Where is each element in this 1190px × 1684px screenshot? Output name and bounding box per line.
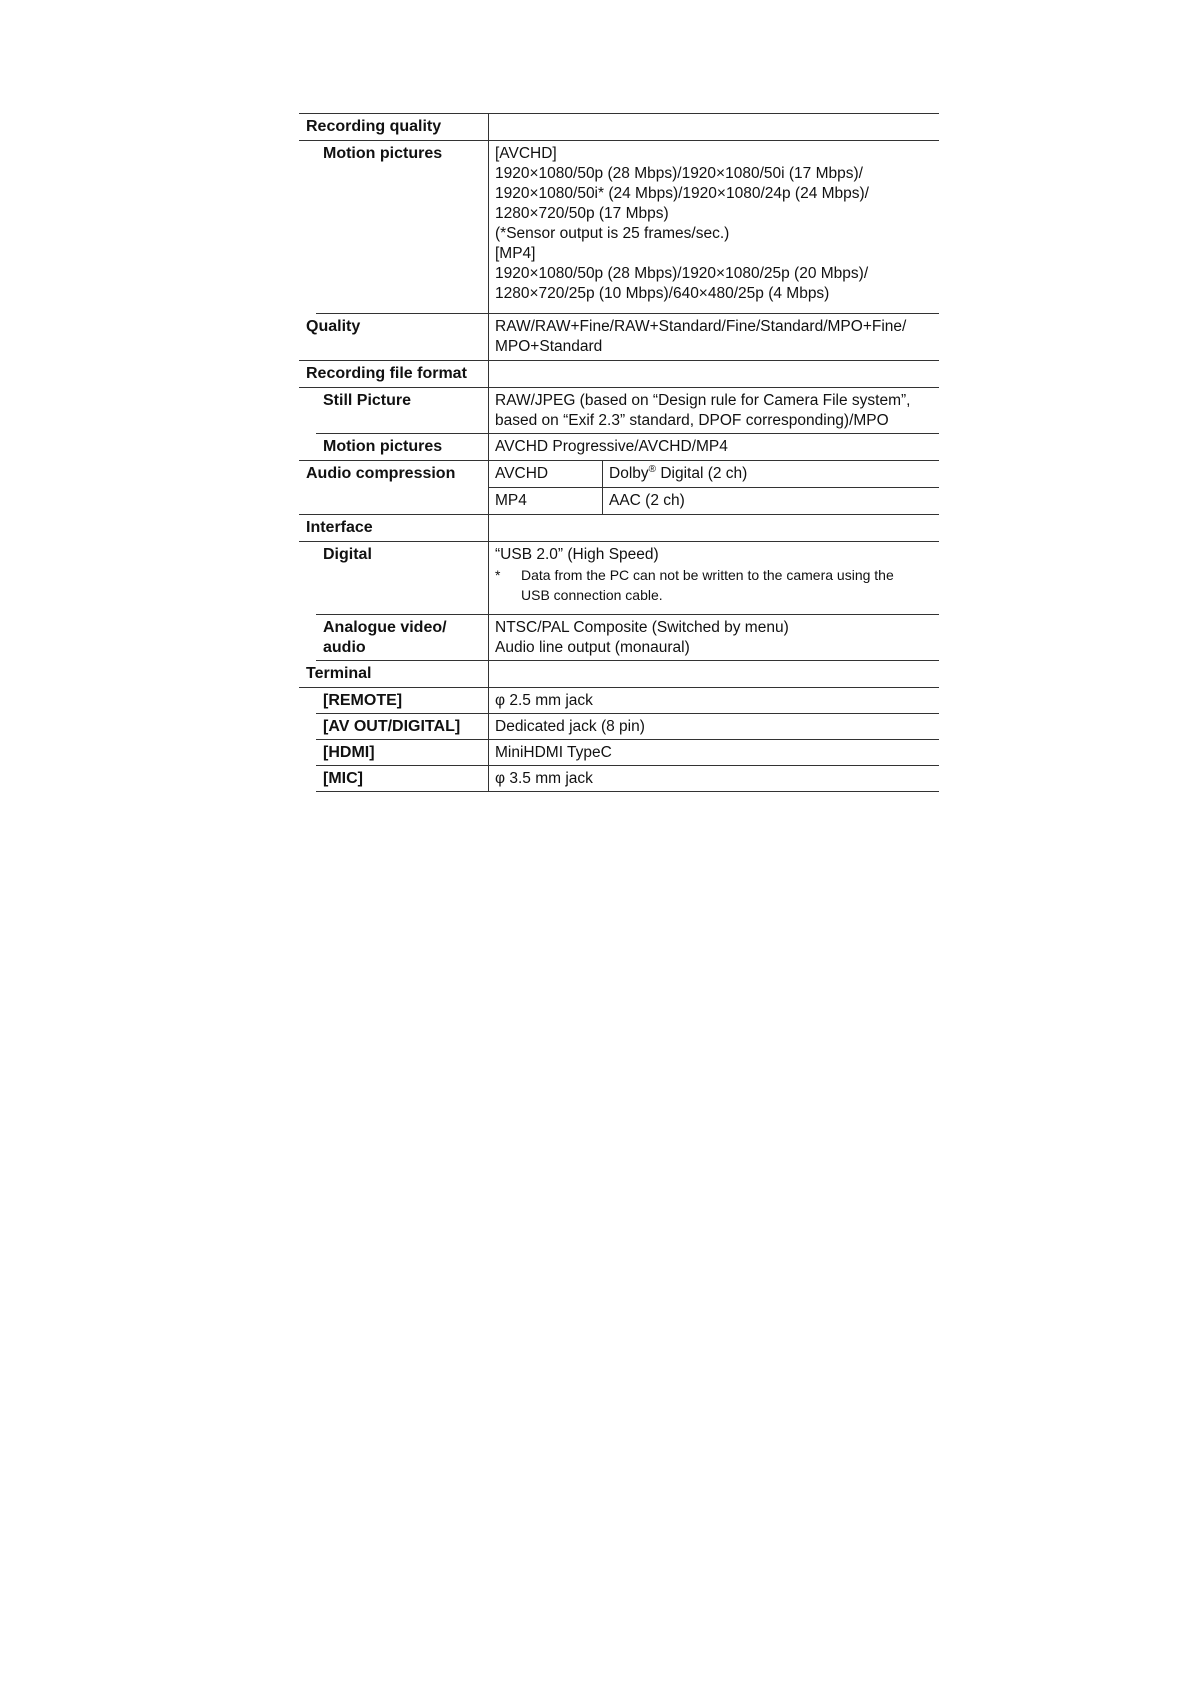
note-text [521, 565, 894, 605]
spec-row-digital [299, 542, 939, 615]
spec-value-empty [489, 515, 939, 541]
spec-label: Recording quality [299, 114, 489, 140]
spec-line: 1920×1080/50p (28 Mbps)/1920×1080/25p (20 Mbps)/ [495, 265, 869, 282]
spec-value-empty [489, 114, 939, 140]
spec-line: [MP4] [495, 245, 536, 262]
audio-codec-name: AAC (2 ch) [609, 492, 685, 509]
spec-value-empty [489, 661, 939, 687]
audio-compression-table [489, 461, 939, 514]
spec-label: Recording file format [299, 361, 489, 387]
spec-line: RAW/JPEG (based on “Design rule for Camera File system”, [495, 392, 911, 409]
spec-value [489, 314, 939, 360]
audio-row [489, 488, 939, 514]
spec-line: (*Sensor output is 25 frames/sec.) [495, 225, 730, 242]
spec-line: 1280×720/25p (10 Mbps)/640×480/25p (4 Mbps) [495, 285, 830, 302]
spec-label: Interface [299, 515, 489, 541]
spec-value: φ 2.5 mm jack [495, 692, 593, 709]
spec-label: Digital [299, 542, 489, 615]
spec-line: RAW/RAW+Fine/RAW+Standard/Fine/Standard/MPO+Fine/ [495, 318, 907, 335]
spec-row-recording-file-format [299, 361, 939, 388]
spec-label: Motion pictures [299, 141, 489, 314]
spec-value [489, 388, 939, 434]
asterisk-mark: * [495, 567, 501, 583]
spec-value [489, 542, 939, 615]
spec-line: [AVCHD] [495, 145, 557, 162]
spec-value: MiniHDMI TypeC [495, 744, 612, 761]
spec-label: Quality [299, 314, 489, 360]
spec-label [299, 615, 489, 661]
note-line: USB connection cable. [521, 587, 663, 603]
spec-value: AVCHD Progressive/AVCHD/MP4 [495, 438, 728, 455]
spec-label-line: Analogue video/ [323, 619, 447, 636]
spec-label: [HDMI] [299, 740, 489, 766]
spec-note [495, 565, 933, 605]
spec-row-motion-pictures-quality [299, 141, 939, 314]
spec-line: Audio line output (monaural) [495, 639, 690, 656]
note-line: Data from the PC can not be written to the camera using the [521, 567, 894, 583]
spec-label: Terminal [299, 661, 489, 687]
spec-row-terminal [299, 661, 939, 688]
spec-row-mic [299, 766, 939, 792]
spec-value: Dedicated jack (8 pin) [495, 718, 645, 735]
audio-codec-name: Dolby [609, 465, 649, 482]
spec-label-line: audio [323, 639, 366, 656]
spec-label: Still Picture [299, 388, 489, 434]
spec-label: Audio compression [299, 461, 489, 514]
spec-line: 1920×1080/50p (28 Mbps)/1920×1080/50i (17 Mbps)/ [495, 165, 863, 182]
spec-line: NTSC/PAL Composite (Switched by menu) [495, 619, 789, 636]
audio-codec [603, 488, 939, 514]
audio-format: AVCHD [489, 461, 603, 487]
spec-row-motion-pictures-format [299, 434, 939, 461]
spec-label: Motion pictures [299, 434, 489, 460]
spec-row-analogue [299, 615, 939, 661]
spec-row-quality [299, 314, 939, 361]
spec-label: [MIC] [299, 766, 489, 792]
spec-row-recording-quality [299, 113, 939, 141]
spec-row-remote [299, 688, 939, 714]
spec-row-av-out [299, 714, 939, 740]
spec-line: MPO+Standard [495, 338, 603, 355]
spec-value-empty [489, 361, 939, 387]
audio-format: MP4 [489, 488, 603, 514]
spec-value: φ 3.5 mm jack [495, 770, 593, 787]
spec-row-audio-compression [299, 461, 939, 515]
spec-label: [AV OUT/DIGITAL] [299, 714, 489, 740]
spec-value [489, 141, 939, 314]
spec-line: based on “Exif 2.3” standard, DPOF corresponding)/MPO [495, 412, 889, 429]
audio-row [489, 461, 939, 488]
audio-codec-rest: Digital (2 ch) [656, 465, 748, 482]
spec-label: [REMOTE] [299, 688, 489, 714]
spec-row-still-picture [299, 388, 939, 434]
spec-value [489, 615, 939, 661]
spec-table [299, 113, 939, 792]
audio-codec [603, 461, 939, 487]
spec-line: “USB 2.0” (High Speed) [495, 546, 659, 563]
spec-row-interface [299, 515, 939, 542]
spec-line: 1920×1080/50i* (24 Mbps)/1920×1080/24p (24 Mbps)/ [495, 185, 869, 202]
spec-line: 1280×720/50p (17 Mbps) [495, 205, 669, 222]
registered-mark: ® [648, 463, 657, 475]
spec-row-hdmi [299, 740, 939, 766]
